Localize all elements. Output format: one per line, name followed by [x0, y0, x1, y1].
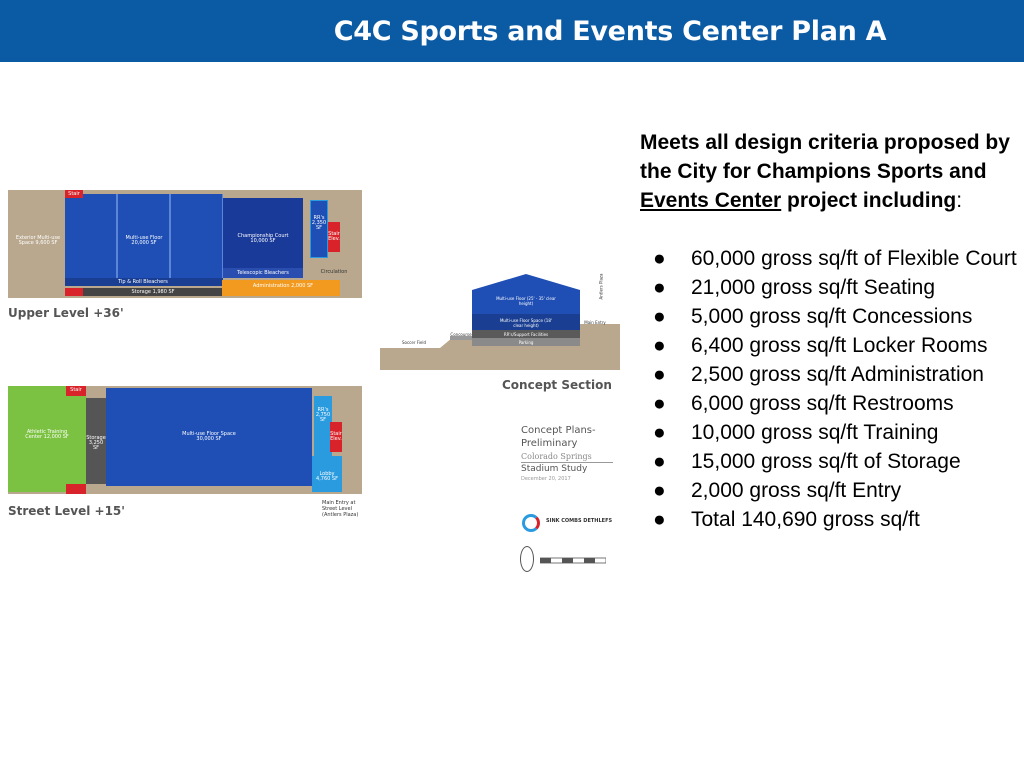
- bullet-icon: ●: [653, 392, 666, 415]
- upper-rr-label: RR's 2,350 SF: [311, 215, 327, 231]
- street-rr-label: RR's 2,750 SF: [315, 407, 331, 423]
- upper-exterior-label: Exterior Multi-use Space 9,600 SF: [15, 235, 61, 246]
- street-stair-bottom: [66, 484, 86, 494]
- street-lobby-label: Lobby 4,760 SF: [316, 471, 338, 482]
- criteria-panel: [640, 128, 1020, 534]
- section-soccer-label: Soccer Field: [402, 340, 426, 345]
- section-entry-label: Main Entry: [584, 320, 606, 325]
- section-parking-label: Parking: [518, 340, 534, 345]
- upper-level-label: Upper Level +36': [8, 306, 124, 320]
- upper-elev-label: Stair Elev.: [328, 231, 340, 242]
- street-storage-label: Storage 3,250 SF: [86, 435, 106, 451]
- section-mid-label: Multi-use Floor Space (18' clear height): [499, 318, 552, 328]
- bullet-icon: ●: [653, 363, 666, 386]
- upper-circulation-label: Circulation: [320, 269, 348, 275]
- section-plaza-label: Antlers Plaza: [598, 273, 604, 300]
- street-elev-label: Stair Elev.: [330, 431, 342, 442]
- criteria-intro-pre: Meets all design criteria proposed by the City for Champions Sports and: [640, 131, 1010, 183]
- section-roof: [472, 274, 580, 314]
- legend-study: Stadium Study: [521, 464, 588, 474]
- legend-city: Colorado Springs: [521, 452, 592, 461]
- upper-stair-bottom: [65, 288, 83, 296]
- bullet-icon: ●: [653, 479, 666, 502]
- list-item: ● 6,000 gross sq/ft Restrooms: [640, 389, 1020, 418]
- bullet-icon: ●: [653, 305, 666, 328]
- upper-rollbleachers-label: Tip & Roll Bleachers: [118, 279, 168, 285]
- street-stair-label: Stair: [70, 387, 82, 393]
- legend-divider: [521, 462, 613, 463]
- bullet-icon: ●: [653, 508, 666, 531]
- list-item: ● 6,400 gross sq/ft Locker Rooms: [640, 331, 1020, 360]
- street-level-label: Street Level +15': [8, 504, 125, 518]
- bullet-icon: ●: [653, 334, 666, 357]
- section-concourse-label: Concourse: [450, 332, 472, 337]
- upper-bleachers-label: Telescopic Bleachers: [237, 270, 289, 276]
- north-arrow-icon: [520, 546, 534, 572]
- bullet-icon: ●: [653, 450, 666, 473]
- list-item: ● 21,000 gross sq/ft Seating: [640, 273, 1020, 302]
- concept-section: [380, 270, 620, 370]
- upper-storage-label: Storage 1,980 SF: [131, 289, 175, 295]
- street-entry-label: Main Entry at Street Level (Antlers Plaza): [322, 500, 359, 518]
- list-item: ● 15,000 gross sq/ft of Storage: [640, 447, 1020, 476]
- slide-header: [0, 0, 1024, 62]
- plans-title: Concept Plans- Preliminary: [521, 425, 596, 449]
- section-roof-label: Multi-use Floor (25' - 35' clear height): [496, 296, 556, 306]
- street-training-label: Athletic Training Center 12,000 SF: [25, 429, 69, 440]
- list-item: ● 2,000 gross sq/ft Entry: [640, 476, 1020, 505]
- section-support-label: RR's/Support Facilities: [503, 332, 549, 337]
- upper-level-plan: [8, 190, 362, 298]
- firm-name: SINK COMBS DETHLEFS: [546, 518, 613, 524]
- bullet-icon: ●: [653, 247, 666, 270]
- section-title: Concept Section: [502, 378, 612, 392]
- street-level-plan: [8, 386, 362, 494]
- criteria-intro: [640, 128, 1020, 215]
- list-item: ● 5,000 gross sq/ft Concessions: [640, 302, 1020, 331]
- criteria-intro-underlined: Events Center: [640, 189, 782, 212]
- criteria-list: [640, 244, 1020, 534]
- list-item: ● 10,000 gross sq/ft Training: [640, 418, 1020, 447]
- bullet-icon: ●: [653, 421, 666, 444]
- firm-logo: [522, 514, 540, 532]
- criteria-intro-colon: :: [956, 189, 963, 212]
- list-item: ● Total 140,690 gross sq/ft: [640, 505, 1020, 534]
- upper-admin-label: Administration 2,000 SF: [252, 283, 314, 289]
- criteria-intro-post: project including: [781, 189, 957, 212]
- bullet-icon: ●: [653, 276, 666, 299]
- upper-championship-label: Championship Court 10,000 SF: [237, 233, 289, 244]
- list-item: ● 2,500 gross sq/ft Administration: [640, 360, 1020, 389]
- scale-bar-icon: [540, 550, 606, 566]
- legend-date: December 20, 2017: [521, 476, 571, 482]
- upper-multicourt-label: Multi-use Floor 20,000 SF: [125, 235, 163, 246]
- slide-title: C4C Sports and Events Center Plan A: [333, 15, 887, 47]
- list-item: ● 60,000 gross sq/ft of Flexible Court: [640, 244, 1020, 273]
- upper-stair-label: Stair: [68, 191, 80, 197]
- street-floor-label: Multi-use Floor Space 30,000 SF: [182, 431, 236, 442]
